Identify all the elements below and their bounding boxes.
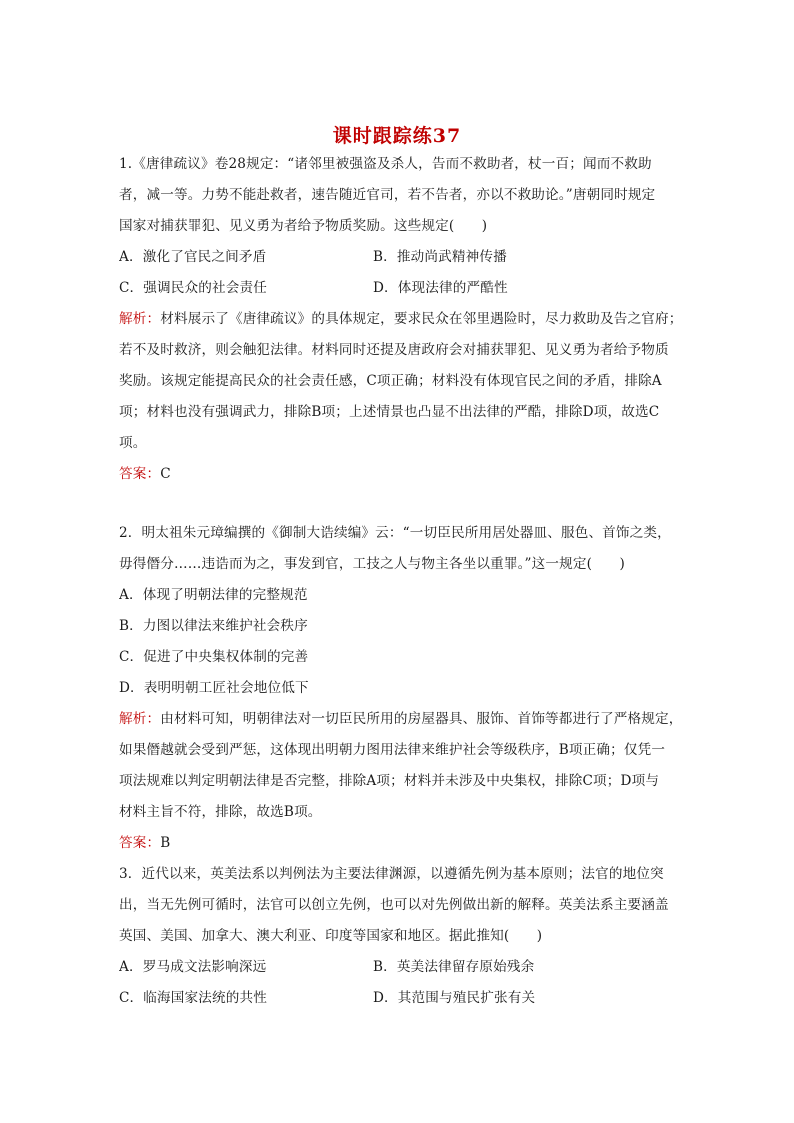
question-1-answer bbox=[119, 459, 685, 490]
question-1-options-row-2 bbox=[119, 273, 685, 304]
question-3 bbox=[119, 859, 685, 1014]
question-2-option-c: C．促进了中央集权体制的完善 bbox=[119, 649, 309, 665]
answer-value: B bbox=[160, 835, 171, 851]
question-1-option-c: C．强调民众的社会责任 bbox=[119, 280, 267, 296]
question-1-line-3: 国家对捕获罪犯、见义勇为者给予物质奖励。这些规定( ) bbox=[119, 218, 488, 234]
answer-label: 答案： bbox=[119, 466, 161, 482]
question-2 bbox=[119, 518, 685, 859]
question-1-line-1: 1.《唐律疏议》卷28规定：“诸邻里被强盗及杀人，告而不救助者，杖一百；闻而不救助 bbox=[119, 156, 652, 172]
question-1-analysis-line-3: 奖励。该规定能提高民众的社会责任感，C项正确；材料没有体现官民之间的矛盾，排除A bbox=[119, 373, 662, 389]
question-2-analysis-line-4: 材料主旨不符，排除，故选B项。 bbox=[119, 804, 322, 820]
analysis-label: 解析： bbox=[119, 311, 161, 327]
question-3-options-row-1 bbox=[119, 952, 685, 983]
question-2-option-a: A．体现了明朝法律的完整规范 bbox=[119, 587, 308, 603]
question-3-line-1: 3．近代以来，英美法系以判例法为主要法律渊源，以遵循先例为基本原则；法官的地位突 bbox=[119, 866, 664, 882]
question-2-analysis-line-2: 如果僭越就会受到严惩，这体现出明朝力图用法律来维护社会等级秩序，B项正确；仅凭一 bbox=[119, 742, 666, 758]
question-2-option-d: D．表明明朝工匠社会地位低下 bbox=[119, 680, 309, 696]
question-1-option-d: D．体现法律的严酷性 bbox=[373, 280, 508, 296]
analysis-label: 解析： bbox=[119, 711, 161, 727]
question-3-option-c: C．临海国家法统的共性 bbox=[119, 990, 267, 1006]
question-3-option-d: D．其范围与殖民扩张有关 bbox=[373, 990, 536, 1006]
answer-label: 答案： bbox=[119, 835, 161, 851]
question-1-option-b: B．推动尚武精神传播 bbox=[373, 249, 507, 265]
question-3-option-b: B．英美法律留存原始残余 bbox=[373, 959, 535, 975]
question-3-line-2: 出，当无先例可循时，法官可以创立先例，也可以对先例做出新的解释。英美法系主要涵盖 bbox=[119, 897, 669, 913]
page-title: 课时跟踪练37 bbox=[332, 125, 462, 147]
question-2-answer bbox=[119, 828, 685, 859]
question-1-analysis-line-4: 项；材料也没有强调武力，排除B项；上述情景也凸显不出法律的严酷，排除D项，故选C bbox=[119, 404, 660, 420]
question-2-option-b: B．力图以律法来维护社会秩序 bbox=[119, 618, 308, 634]
question-1-option-a: A．激化了官民之间矛盾 bbox=[119, 249, 267, 265]
analysis-text: 由材料可知，明朝律法对一切臣民所用的房屋器具、服饰、首饰等都进行了严格规定， bbox=[160, 711, 683, 727]
question-3-line-3: 英国、美国、加拿大、澳大利亚、印度等国家和地区。据此推知( ) bbox=[119, 928, 543, 944]
question-1-analysis-line-5: 项。 bbox=[119, 435, 147, 451]
question-2-line-1: 2．明太祖朱元璋编撰的《御制大诰续编》云：“一切臣民所用居处器皿、服色、首饰之类， bbox=[119, 525, 671, 541]
analysis-text: 材料展示了《唐律疏议》的具体规定，要求民众在邻里遇险时，尽力救助及告之官府； bbox=[160, 311, 683, 327]
question-1-analysis-line-2: 若不及时救济，则会触犯法律。材料同时还提及唐政府会对捕获罪犯、见义勇为者给予物质 bbox=[119, 342, 669, 358]
question-1 bbox=[119, 149, 685, 490]
question-3-options-row-2 bbox=[119, 983, 685, 1014]
question-2-analysis-line-3: 项法规难以判定明朝法律是否完整，排除A项；材料并未涉及中央集权，排除C项；D项与 bbox=[119, 773, 660, 789]
question-2-line-2: 毋得僭分……违诰而为之，事发到官，工技之人与物主各坐以重罪。”这一规定( ) bbox=[119, 556, 625, 572]
question-2-analysis-line-1 bbox=[119, 704, 685, 735]
answer-value: C bbox=[160, 466, 171, 482]
question-1-options-row-1 bbox=[119, 242, 685, 273]
question-1-analysis-line-1 bbox=[119, 304, 685, 335]
question-1-line-2: 者，减一等。力势不能赴救者，速告随近官司，若不告者，亦以不救助论。”唐朝同时规定 bbox=[119, 187, 656, 203]
question-3-option-a: A．罗马成文法影响深远 bbox=[119, 959, 267, 975]
